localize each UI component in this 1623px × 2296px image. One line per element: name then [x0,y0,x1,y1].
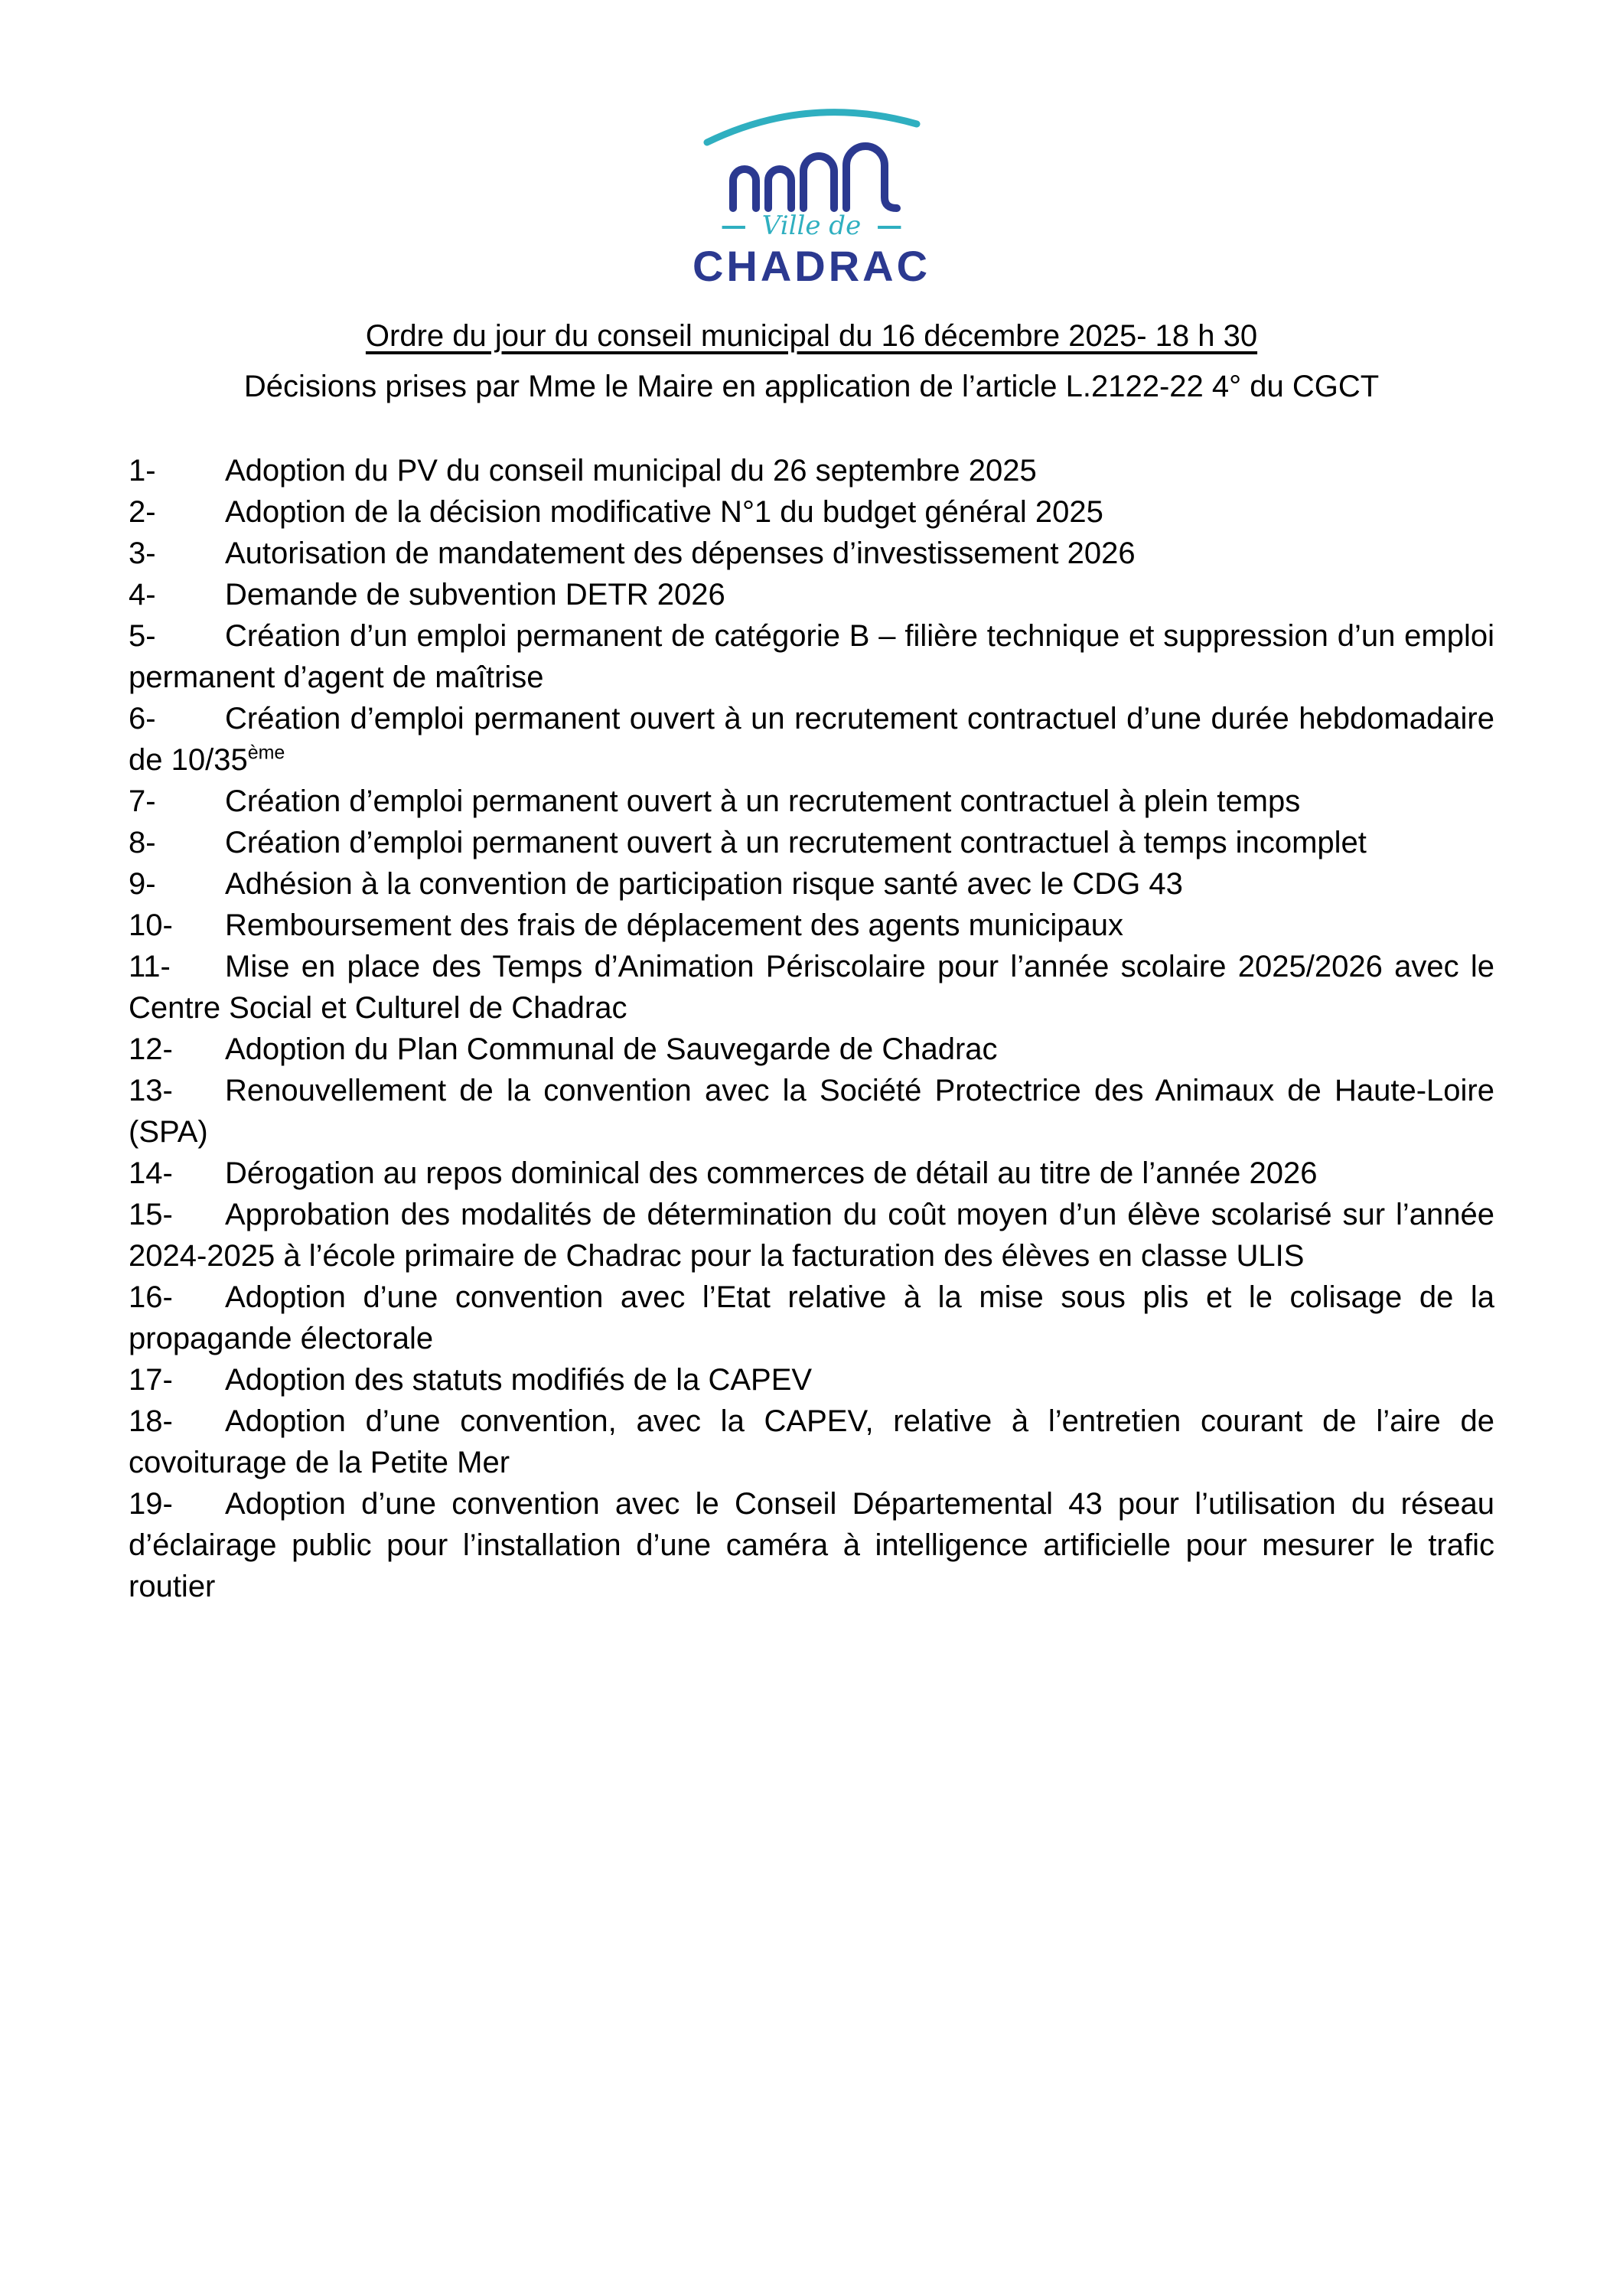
logo-left-dash: — [720,210,747,241]
logo-tagline-text: Ville de [761,210,862,241]
agenda-item-16 [129,1277,1494,1359]
item-number: 3- [129,536,156,570]
agenda-item-19 [129,1483,1494,1607]
item-number: 8- [129,826,156,859]
item-text: Adoption du Plan Communal de Sauvegarde de Chadrac [225,1032,998,1066]
agenda-item-6 [129,698,1494,781]
item-text: Renouvellement de la convention avec la Société Protectrice des Animaux de Haute-Loire (SPA) [129,1074,1494,1149]
item-text: Dérogation au repos dominical des commerces de détail au titre de l’année 2026 [225,1156,1318,1190]
agenda-list [129,450,1494,1607]
logo-bridge-icon [693,99,930,214]
agenda-item-4 [129,574,1494,615]
logo-swoosh-icon [707,113,917,142]
item-number: 19- [129,1487,173,1521]
item-text: Adoption d’une convention, avec la CAPEV, relative à l’entretien courant de l’aire de covoiturage de la Petite Mer [129,1404,1494,1479]
item-number: 7- [129,784,156,818]
logo-city-name: CHADRAC [692,242,931,290]
item-text: Autorisation de mandatement des dépenses d’investissement 2026 [225,536,1136,570]
item-number: 4- [129,578,156,612]
item-text: Création d’emploi permanent ouvert à un recrutement contractuel d’une durée hebdomadaire de 10/35 [129,702,1494,777]
agenda-item-2 [129,491,1494,533]
agenda-item-5 [129,615,1494,698]
agenda-item-10 [129,905,1494,946]
item-number: 1- [129,454,156,488]
item-text: Adoption de la décision modificative N°1 du budget général 2025 [225,495,1103,529]
item-number: 12- [129,1032,173,1066]
item-number: 5- [129,619,156,653]
item-text: Adoption des statuts modifiés de la CAPEV [225,1363,813,1397]
item-number: 11- [129,950,171,983]
agenda-item-13 [129,1070,1494,1153]
agenda-item-15 [129,1194,1494,1277]
document-title: Ordre du jour du conseil municipal du 16 décembre 2025- 18 h 30 [365,319,1258,353]
item-text: Adhésion à la convention de participation risque santé avec le CDG 43 [225,867,1183,901]
item-number: 10- [129,908,173,942]
logo-right-dash: — [876,210,903,241]
agenda-item-18 [129,1401,1494,1483]
item-text: Adoption d’une convention avec le Conseil Départemental 43 pour l’utilisation du réseau d’éclairage public pour l’installation d’une caméra à intelligence artificielle pour mesurer le trafic routier [129,1487,1494,1603]
item-text: Remboursement des frais de déplacement des agents municipaux [225,908,1123,942]
agenda-item-9 [129,863,1494,905]
item-number: 2- [129,495,156,529]
item-number: 14- [129,1156,173,1190]
item-number: 17- [129,1363,173,1397]
item-number: 6- [129,702,156,735]
item-text: Adoption d’une convention avec l’Etat relative à la mise sous plis et le colisage de la propagande électorale [129,1280,1494,1355]
item-number: 18- [129,1404,173,1438]
item-number: 16- [129,1280,173,1314]
document-subtitle: Décisions prises par Mme le Maire en application de l’article L.2122-22 4° du CGCT [243,370,1380,403]
item-text: Création d’emploi permanent ouvert à un recrutement contractuel à plein temps [225,784,1301,818]
item-text: Création d’emploi permanent ouvert à un recrutement contractuel à temps incomplet [225,826,1367,859]
item-text: Création d’un emploi permanent de catégorie B – filière technique et suppression d’un emploi permanent d’agent de maîtrise [129,619,1494,694]
item-text: Mise en place des Temps d’Animation Périscolaire pour l’année scolaire 2025/2026 avec le Centre Social et Culturel de Chadrac [129,950,1494,1025]
agenda-item-14 [129,1153,1494,1194]
agenda-item-11 [129,946,1494,1029]
item-text-superscript: ème [247,742,285,764]
agenda-item-3 [129,533,1494,574]
logo-arches-icon [733,146,897,208]
item-text: Demande de subvention DETR 2026 [225,578,725,612]
agenda-item-17 [129,1359,1494,1401]
item-number: 13- [129,1074,173,1107]
logo-tagline [721,211,902,240]
agenda-item-8 [129,822,1494,863]
item-text: Adoption du PV du conseil municipal du 26 septembre 2025 [225,454,1037,488]
item-text: Approbation des modalités de détermination du coût moyen d’un élève scolarisé sur l’année 2024-2025 à l’école primaire de Chadrac pour la facturation des élèves en classe ULIS [129,1198,1494,1273]
item-number: 9- [129,867,156,901]
item-number: 15- [129,1198,173,1231]
agenda-item-7 [129,781,1494,822]
chadrac-logo [129,99,1494,289]
agenda-item-12 [129,1029,1494,1070]
agenda-item-1 [129,450,1494,491]
